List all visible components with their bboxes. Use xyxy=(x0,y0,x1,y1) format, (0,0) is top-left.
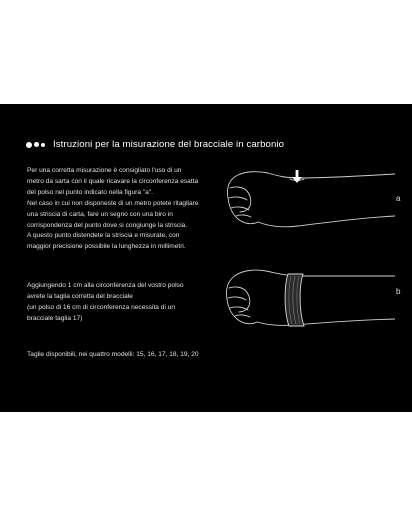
text-line: A questo punto distendete la striscia e misurate, con xyxy=(27,232,180,240)
text-line: Nel caso in cui non disponeste di un metro potete ritagliare xyxy=(27,199,199,207)
text-line: una striscia di carta, fare un segno con una biro in xyxy=(27,210,173,218)
arrow-down-icon xyxy=(292,170,302,184)
text-line: metro da sarta con il quale ricavare la circonferenza esatta xyxy=(27,177,199,185)
text-line: Taglie disponibili, nei quattro modelli: 15, 16, 17, 18, 19, 20 xyxy=(27,351,199,358)
text-line: (un polso di 16 cm di circonferenza necessita di un xyxy=(27,303,176,311)
text-line: Per una corretta misurazione è consigliato l'uso di un xyxy=(27,167,182,174)
size-instructions xyxy=(27,281,222,325)
wrist-figure-a xyxy=(220,166,395,236)
wrist-figure-b xyxy=(220,264,395,334)
text-line: maggior precisione possibile la lunghezza in millimetri. xyxy=(27,243,186,251)
page-title: Istruzioni per la misurazione del bracciale in carbonio xyxy=(53,139,285,150)
text-line: Aggiungendo 1 cm alla circonferenza del vostro polso xyxy=(27,282,184,289)
text-line: del polso nel punto indicato nella figura "a". xyxy=(27,188,154,196)
figure-b-label: b xyxy=(396,287,401,296)
figure-a-label: a xyxy=(396,194,401,203)
section-header xyxy=(26,139,284,150)
text-line: corrispondenza del punto dove si congiunge la striscia. xyxy=(27,221,188,229)
three-dots-icon xyxy=(26,142,47,148)
measurement-instructions xyxy=(27,166,222,253)
text-line: avrete la taglia corretta del bracciale xyxy=(27,292,133,300)
available-sizes xyxy=(27,350,222,361)
text-line: bracciale taglia 17) xyxy=(27,314,83,322)
instructions-panel xyxy=(0,104,412,412)
